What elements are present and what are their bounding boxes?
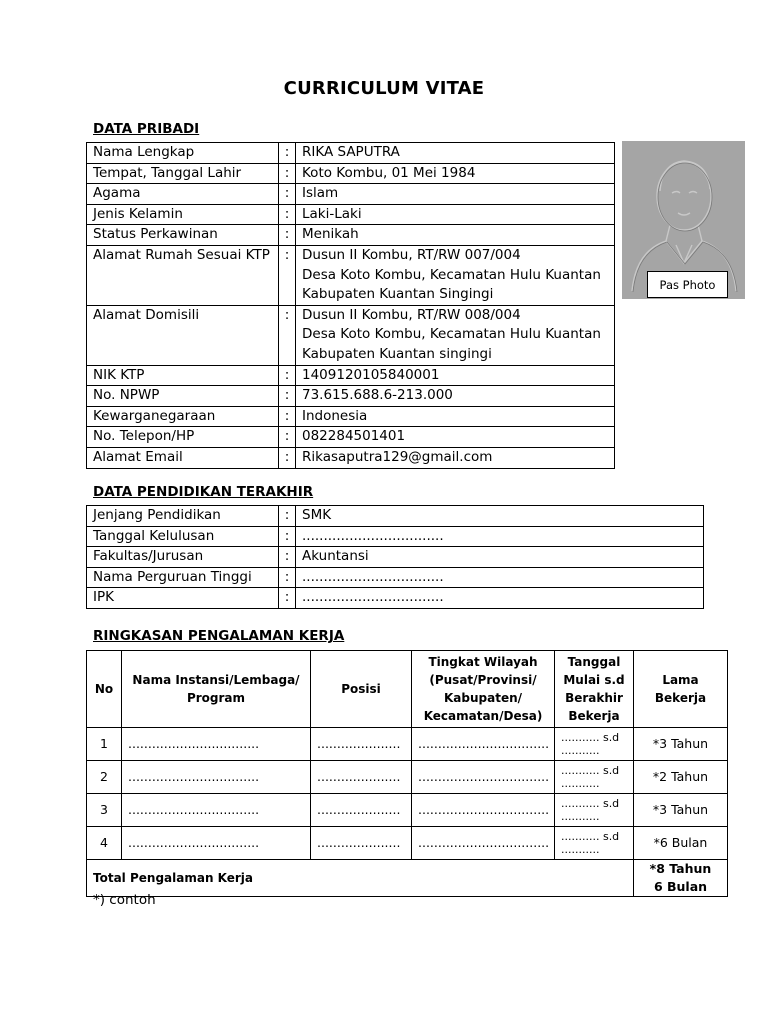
personal-value xyxy=(296,225,615,246)
work-tanggal-end: ........... xyxy=(561,810,600,823)
work-posisi: ..................... xyxy=(311,794,412,827)
personal-value-line: Menikah xyxy=(302,226,359,243)
personal-value xyxy=(296,184,615,205)
work-wilayah: ................................. xyxy=(412,728,555,761)
header-instansi xyxy=(122,651,311,728)
personal-row xyxy=(87,184,615,205)
header-wilayah-line: Tingkat Wilayah xyxy=(428,655,538,669)
work-row xyxy=(87,728,728,761)
work-tanggal-end: ........... xyxy=(561,744,600,757)
education-table xyxy=(86,505,704,609)
work-row xyxy=(87,794,728,827)
header-wilayah-line: Kabupaten/ xyxy=(443,691,523,705)
colon: : xyxy=(279,567,296,588)
personal-data-table xyxy=(86,142,615,469)
personal-value-line: Koto Kombu, 01 Mei 1984 xyxy=(302,164,476,181)
work-tanggal-start: ........... s.d xyxy=(561,731,620,744)
header-tanggal-line: Berakhir xyxy=(565,691,623,705)
work-experience-table xyxy=(86,650,728,897)
work-tanggal xyxy=(555,827,634,860)
colon: : xyxy=(279,204,296,225)
education-value: SMK xyxy=(296,506,704,527)
colon: : xyxy=(279,447,296,468)
header-wilayah-line: (Pusat/Provinsi/ xyxy=(429,673,537,687)
personal-value-line: 082284501401 xyxy=(302,428,406,445)
personal-value xyxy=(296,406,615,427)
work-tanggal xyxy=(555,794,634,827)
personal-value-line: Kabupaten Kuantan singingi xyxy=(302,345,492,362)
work-tanggal-end: ........... xyxy=(561,777,600,790)
work-instansi: ................................. xyxy=(122,761,311,794)
personal-value-line: Indonesia xyxy=(302,407,368,424)
photo-label: Pas Photo xyxy=(647,271,728,298)
education-value: Akuntansi xyxy=(296,547,704,568)
personal-value xyxy=(296,427,615,448)
education-value: ................................. xyxy=(296,526,704,547)
colon: : xyxy=(279,184,296,205)
colon: : xyxy=(279,163,296,184)
colon: : xyxy=(279,365,296,386)
personal-row xyxy=(87,204,615,225)
colon: : xyxy=(279,143,296,164)
work-row xyxy=(87,827,728,860)
personal-row xyxy=(87,143,615,164)
work-lama: *3 Tahun xyxy=(634,794,728,827)
work-wilayah: ................................. xyxy=(412,794,555,827)
work-instansi: ................................. xyxy=(122,728,311,761)
work-posisi: ..................... xyxy=(311,761,412,794)
education-row xyxy=(87,506,704,527)
work-total-row xyxy=(87,860,728,897)
colon: : xyxy=(279,506,296,527)
document-title: CURRICULUM VITAE xyxy=(283,78,485,99)
colon: : xyxy=(279,526,296,547)
personal-label: Jenis Kelamin xyxy=(87,204,279,225)
personal-label: NIK KTP xyxy=(87,365,279,386)
work-instansi: ................................. xyxy=(122,827,311,860)
personal-row xyxy=(87,427,615,448)
work-lama: *3 Tahun xyxy=(634,728,728,761)
work-no: 3 xyxy=(87,794,122,827)
work-total-line: 6 Bulan xyxy=(653,879,708,894)
header-tanggal-line: Bekerja xyxy=(568,709,620,723)
header-wilayah xyxy=(412,651,555,728)
personal-row xyxy=(87,305,615,365)
header-tanggal-line: Mulai s.d xyxy=(563,673,625,687)
work-instansi: ................................. xyxy=(122,794,311,827)
personal-row xyxy=(87,365,615,386)
personal-row xyxy=(87,406,615,427)
personal-value xyxy=(296,163,615,184)
education-label: Jenjang Pendidikan xyxy=(87,506,279,527)
personal-label: No. Telepon/HP xyxy=(87,427,279,448)
personal-value xyxy=(296,447,615,468)
education-value: ................................. xyxy=(296,588,704,609)
colon: : xyxy=(279,588,296,609)
section-heading-work: RINGKASAN PENGALAMAN KERJA xyxy=(93,628,345,644)
colon: : xyxy=(279,547,296,568)
work-no: 1 xyxy=(87,728,122,761)
header-no: No xyxy=(87,651,122,728)
personal-value-line: Desa Koto Kombu, Kecamatan Hulu Kuantan xyxy=(302,326,601,343)
personal-label: Alamat Email xyxy=(87,447,279,468)
personal-value-line: Dusun II Kombu, RT/RW 007/004 xyxy=(302,246,521,263)
personal-row xyxy=(87,163,615,184)
colon: : xyxy=(279,406,296,427)
header-lama xyxy=(634,651,728,728)
work-posisi: ..................... xyxy=(311,728,412,761)
work-no: 4 xyxy=(87,827,122,860)
personal-label: No. NPWP xyxy=(87,386,279,407)
section-heading-personal: DATA PRIBADI xyxy=(93,121,200,137)
header-tanggal xyxy=(555,651,634,728)
header-instansi-line: Program xyxy=(186,691,246,705)
work-wilayah: ................................. xyxy=(412,761,555,794)
personal-value-line: Dusun II Kombu, RT/RW 008/004 xyxy=(302,306,521,323)
header-wilayah-line: Kecamatan/Desa) xyxy=(423,709,543,723)
work-lama: *2 Tahun xyxy=(634,761,728,794)
work-tanggal-end: ........... xyxy=(561,843,600,856)
work-no: 2 xyxy=(87,761,122,794)
personal-label: Nama Lengkap xyxy=(87,143,279,164)
personal-value-line: Islam xyxy=(302,185,339,202)
work-tanggal xyxy=(555,728,634,761)
work-lama: *6 Bulan xyxy=(634,827,728,860)
personal-label: Alamat Rumah Sesuai KTP xyxy=(87,245,279,305)
education-label: Fakultas/Jurusan xyxy=(87,547,279,568)
personal-value-line: Desa Koto Kombu, Kecamatan Hulu Kuantan xyxy=(302,266,601,283)
header-lama-line: Bekerja xyxy=(654,691,707,705)
header-instansi-line: Nama Instansi/Lembaga/ xyxy=(132,673,300,687)
work-tanggal-start: ........... s.d xyxy=(561,830,620,843)
education-label: IPK xyxy=(87,588,279,609)
personal-value xyxy=(296,245,615,305)
personal-label: Tempat, Tanggal Lahir xyxy=(87,163,279,184)
header-lama-line: Lama xyxy=(662,673,699,687)
personal-value-line: Rikasaputra129@gmail.com xyxy=(302,448,493,465)
personal-value-line: RIKA SAPUTRA xyxy=(302,144,400,160)
personal-value xyxy=(296,365,615,386)
work-row xyxy=(87,761,728,794)
work-tanggal xyxy=(555,761,634,794)
personal-label: Kewarganegaraan xyxy=(87,406,279,427)
education-row xyxy=(87,567,704,588)
education-row xyxy=(87,526,704,547)
personal-row xyxy=(87,225,615,246)
personal-row xyxy=(87,386,615,407)
colon: : xyxy=(279,225,296,246)
personal-row xyxy=(87,447,615,468)
education-label: Tanggal Kelulusan xyxy=(87,526,279,547)
colon: : xyxy=(279,427,296,448)
work-tanggal-start: ........... s.d xyxy=(561,797,620,810)
section-heading-education: DATA PENDIDIKAN TERAKHIR xyxy=(93,484,314,500)
colon: : xyxy=(279,386,296,407)
header-posisi: Posisi xyxy=(311,651,412,728)
personal-value-line: Kabupaten Kuantan Singingi xyxy=(302,286,494,303)
personal-value xyxy=(296,204,615,225)
personal-label: Status Perkawinan xyxy=(87,225,279,246)
education-row xyxy=(87,547,704,568)
work-tanggal-start: ........... s.d xyxy=(561,764,620,777)
personal-label: Agama xyxy=(87,184,279,205)
work-total-label: Total Pengalaman Kerja xyxy=(87,860,634,897)
work-posisi: ..................... xyxy=(311,827,412,860)
personal-value-line: 73.615.688.6-213.000 xyxy=(302,387,453,404)
personal-value xyxy=(296,305,615,365)
personal-value-line: 1409120105840001 xyxy=(302,366,440,383)
personal-value xyxy=(296,143,615,164)
personal-value-line: Laki-Laki xyxy=(302,205,362,222)
personal-value xyxy=(296,386,615,407)
personal-label: Alamat Domisili xyxy=(87,305,279,365)
colon: : xyxy=(279,305,296,365)
education-label: Nama Perguruan Tinggi xyxy=(87,567,279,588)
header-tanggal-line: Tanggal xyxy=(567,655,621,669)
work-total-line: *8 Tahun xyxy=(649,861,712,876)
personal-row xyxy=(87,245,615,305)
work-total-value xyxy=(634,860,728,897)
education-row xyxy=(87,588,704,609)
education-value: ................................. xyxy=(296,567,704,588)
colon: : xyxy=(279,245,296,305)
work-wilayah: ................................. xyxy=(412,827,555,860)
footnote: *) contoh xyxy=(93,892,156,908)
